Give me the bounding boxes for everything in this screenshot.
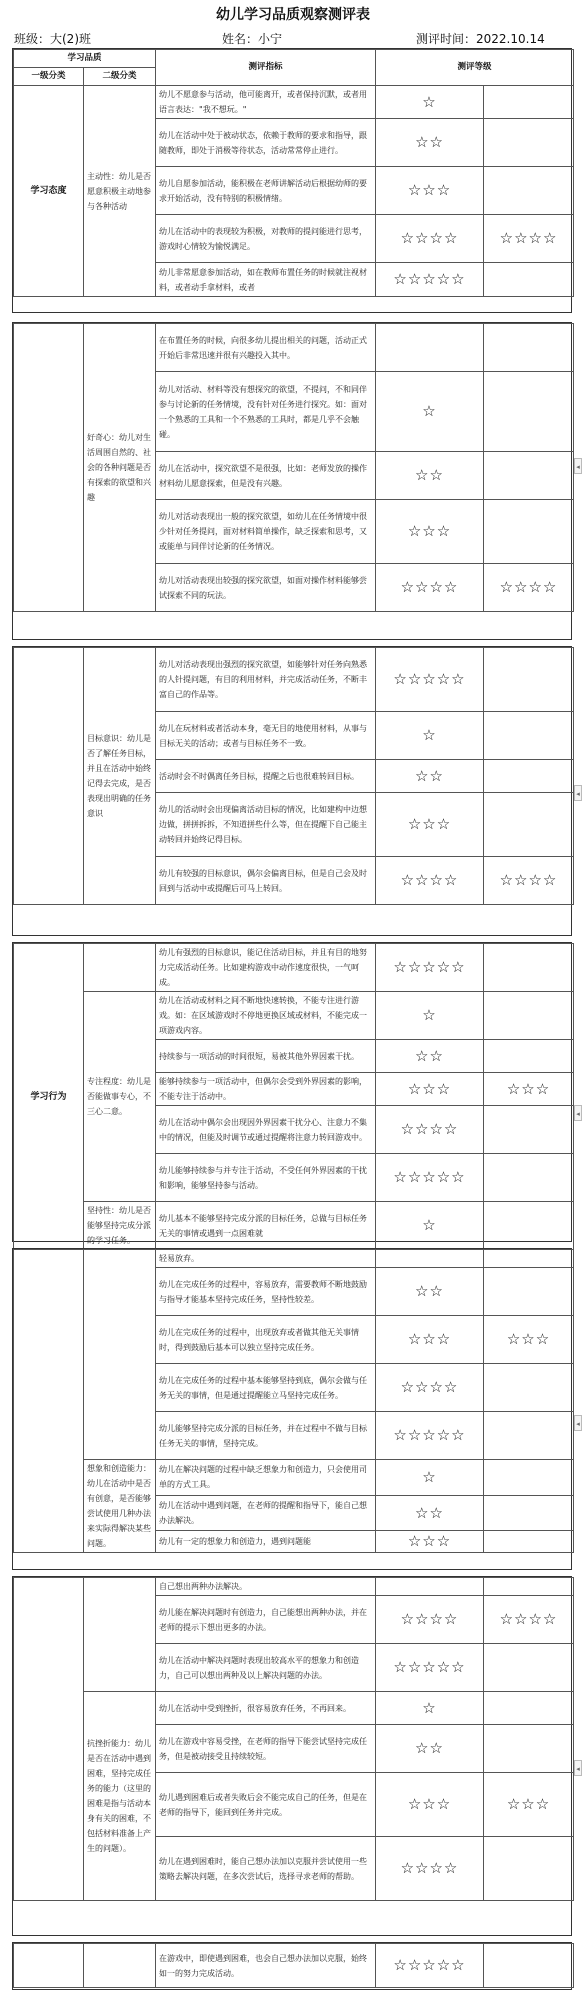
star-rating: ☆☆ — [376, 119, 484, 167]
star-rating: ☆ — [376, 1460, 484, 1496]
grade-rating — [484, 1837, 574, 1901]
grade-rating: ☆☆☆ — [484, 1773, 574, 1837]
indicator-text: 幼儿在玩材料或者活动本身，毫无目的地使用材料，从事与目标无关的活动；或者与目标任务不一致。 — [156, 712, 376, 760]
grade-rating — [484, 760, 574, 793]
grade-rating: ☆☆☆ — [484, 1316, 574, 1364]
star-rating: ☆☆☆ — [376, 500, 484, 564]
evaluation-time-label: 测评时间：2022.10.14 — [416, 32, 545, 46]
header-grade: 测评等级 — [376, 50, 574, 86]
side-collapse-tab[interactable]: ◂ — [574, 458, 582, 474]
grade-rating — [484, 1725, 574, 1773]
subcategory-frustration-tolerance: 抗挫折能力：幼儿是否在活动中遇到困难，坚持完成任务的能力（这里的困难是指与活动本身有关的困难，不包括材料准备上产生的问题）。 — [84, 1692, 156, 1901]
indicator-text: 幼儿能在解决问题时有创造力，自己能想出两种办法，并在老师的提示下想出更多的办法。 — [156, 1596, 376, 1644]
grade-rating — [484, 1944, 574, 1988]
grade-rating: ☆☆☆☆ — [484, 564, 574, 612]
star-rating: ☆☆☆ — [376, 1316, 484, 1364]
grade-rating: ☆☆☆ — [484, 1073, 574, 1106]
star-rating — [376, 1578, 484, 1596]
evaluation-table-2 — [13, 323, 574, 612]
star-rating: ☆☆☆☆ — [376, 1106, 484, 1154]
evaluation-table-7 — [13, 1943, 574, 1988]
star-rating — [376, 324, 484, 372]
grade-rating — [484, 500, 574, 564]
star-rating: ☆☆☆☆ — [376, 1364, 484, 1412]
star-rating: ☆☆ — [376, 1725, 484, 1773]
grade-rating — [484, 86, 574, 119]
grade-rating — [484, 1106, 574, 1154]
indicator-text: 幼儿在活动中偶尔会出现因外界因素干扰分心、注意力不集中的情况，但能及时调节或通过提醒将注意力转回游戏中。 — [156, 1106, 376, 1154]
grade-rating — [484, 119, 574, 167]
indicator-text: 幼儿有较强的目标意识，偶尔会偏离目标，但是自己会及时回到与活动中或提醒后可马上转回。 — [156, 857, 376, 905]
grade-rating — [484, 263, 574, 297]
grade-rating — [484, 1495, 574, 1531]
star-rating: ☆☆☆☆☆ — [376, 944, 484, 992]
star-rating: ☆☆ — [376, 1495, 484, 1531]
indicator-text: 幼儿能够持续参与并专注于活动，不受任何外界因素的干扰和影响，能够坚持参与活动。 — [156, 1154, 376, 1202]
star-rating: ☆☆ — [376, 1268, 484, 1316]
side-collapse-tab[interactable]: ◂ — [574, 1415, 582, 1431]
indicator-text: 幼儿遇到困难后或者失败后会不能完成自己的任务，但是在老师的指导下，能回到任务并完成。 — [156, 1773, 376, 1837]
star-rating: ☆☆☆☆☆ — [376, 648, 484, 712]
indicator-text: 幼儿在活动中的表现较为积极，对教师的提问能进行思考，游戏时心情较为愉悦满足。 — [156, 215, 376, 263]
indicator-text: 活动时会不时偶离任务目标，提醒之后也很难转回目标。 — [156, 760, 376, 793]
page-title: 幼儿学习品质观察测评表 — [216, 7, 370, 23]
star-rating: ☆ — [376, 712, 484, 760]
header-indicator: 测评指标 — [156, 50, 376, 86]
grade-rating — [484, 712, 574, 760]
star-rating: ☆☆☆☆ — [376, 215, 484, 263]
indicator-text: 在布置任务的时候，向很多幼儿提出相关的问题，活动正式开始后非常迅速并很有兴趣投入其中。 — [156, 324, 376, 372]
name-label: 姓名：小宁 — [222, 32, 283, 46]
page-section-5 — [12, 1248, 572, 1570]
star-rating: ☆☆ — [376, 1040, 484, 1073]
category-learning-behavior: 学习行为 — [14, 944, 84, 1250]
indicator-text: 幼儿在活动中处于被动状态，依赖于教师的要求和指导，跟随教师，即处于消极等待状态，活动常常停止进行。 — [156, 119, 376, 167]
grade-rating — [484, 1154, 574, 1202]
subcategory-curiosity: 好奇心：幼儿对生活周围自然的、社会的各种问题是否有探索的欲望和兴趣 — [84, 324, 156, 612]
star-rating: ☆☆☆ — [376, 167, 484, 215]
header-level2: 二级分类 — [84, 68, 156, 86]
indicator-text: 幼儿不愿意参与活动，他可能离开，或者保持沉默，或者用语言表达："我不想玩。" — [156, 86, 376, 119]
grade-rating: ☆☆☆☆ — [484, 857, 574, 905]
header-level1: 一级分类 — [14, 68, 84, 86]
grade-rating — [484, 1460, 574, 1496]
indicator-text: 在游戏中，即使遇到困难，也会自己想办法加以克服，始终如一的努力完成活动。 — [156, 1944, 376, 1988]
star-rating: ☆☆☆ — [376, 1531, 484, 1553]
indicator-text: 幼儿在游戏中容易受挫，在老师的指导下能尝试坚持完成任务，但是被动接受且持续较短。 — [156, 1725, 376, 1773]
side-collapse-tab[interactable]: ◂ — [574, 785, 582, 801]
star-rating: ☆☆☆☆ — [376, 1596, 484, 1644]
star-rating: ☆☆ — [376, 452, 484, 500]
star-rating: ☆☆☆☆ — [376, 857, 484, 905]
star-rating: ☆☆☆☆☆ — [376, 1944, 484, 1988]
star-rating: ☆☆☆☆☆ — [376, 1644, 484, 1692]
grade-rating: ☆☆☆☆ — [484, 215, 574, 263]
indicator-text: 幼儿在解决问题的过程中缺乏想象力和创造力，只会使用司单的方式工具。 — [156, 1460, 376, 1496]
subcategory-goal-awareness: 目标意识：幼儿是否了解任务目标，并且在活动中始终记得去完成，是否表现出明确的任务意识 — [84, 648, 156, 905]
grade-rating — [484, 992, 574, 1040]
subcategory-initiative: 主动性：幼儿是否愿意积极主动地参与各种活动 — [84, 86, 156, 297]
subcategory-imagination-creativity: 想象和创造能力：幼儿在活动中是否有创意，是否能够尝试使用几种办法来实际得解决某些问题。 — [84, 1460, 156, 1553]
star-rating: ☆☆☆☆☆ — [376, 1154, 484, 1202]
indicator-text: 持续参与一项活动的时间很短，易被其他外界因素干扰。 — [156, 1040, 376, 1073]
grade-rating — [484, 1268, 574, 1316]
star-rating: ☆☆☆ — [376, 1073, 484, 1106]
indicator-text: 幼儿对活动表现出一般的探究欲望，如幼儿在任务情境中很少针对任务提问，面对材料简单操作，缺乏探索和思考，又或能单与同伴讨论新的任务情况。 — [156, 500, 376, 564]
category-learning-attitude: 学习态度 — [14, 86, 84, 297]
subcategory-persistence: 坚持性：幼儿是否能够坚持完成分派的学习任务。 — [84, 1202, 156, 1250]
grade-rating — [484, 944, 574, 992]
grade-rating: ☆☆☆☆ — [484, 1596, 574, 1644]
page-section-7 — [12, 1942, 572, 1990]
indicator-text: 幼儿在活动中遇到问题，在老师的提醒和指导下，能自己想办法解决。 — [156, 1495, 376, 1531]
indicator-text: 幼儿对活动表现出强烈的探究欲望，如能够针对任务向熟悉的人针提问题，有目的利用材料，并完成活动任务，不断丰富自己的作品等。 — [156, 648, 376, 712]
indicator-text: 幼儿能够坚持完成分派的目标任务，并在过程中不做与目标任务无关的事情，坚持完成。 — [156, 1412, 376, 1460]
evaluation-table-3 — [13, 647, 574, 905]
evaluation-table-6 — [13, 1577, 574, 1901]
grade-rating — [484, 1040, 574, 1073]
star-rating: ☆☆☆ — [376, 1773, 484, 1837]
star-rating: ☆☆☆☆☆ — [376, 263, 484, 297]
indicator-text: 幼儿在活动或材料之间不断地快速转换，不能专注进行游戏。如：在区域游戏时不停地更换区域或材料，不能完成一项游戏内容。 — [156, 992, 376, 1040]
grade-rating — [484, 1531, 574, 1553]
star-rating: ☆ — [376, 372, 484, 452]
star-rating: ☆☆☆☆ — [376, 1837, 484, 1901]
star-rating: ☆ — [376, 1692, 484, 1725]
grade-rating — [484, 1692, 574, 1725]
indicator-text: 幼儿在活动中解决问题时表现出较高水平的想象力和创造力，自己可以想出两种及以上解决问题的办法。 — [156, 1644, 376, 1692]
grade-rating — [484, 793, 574, 857]
page-section-1 — [12, 48, 572, 313]
page-section-2 — [12, 322, 572, 640]
grade-rating — [484, 167, 574, 215]
side-collapse-tab[interactable]: ◂ — [574, 1760, 582, 1776]
indicator-text: 幼儿在活动中，探究欲望不是很强，比如：老师发放的操作材料幼儿愿意探索，但是没有兴趣。 — [156, 452, 376, 500]
indicator-text: 幼儿基本不能够坚持完成分派的目标任务，总做与目标任务无关的事情或遇到一点困难就 — [156, 1202, 376, 1250]
evaluation-table-4 — [13, 943, 574, 1250]
indicator-text: 幼儿对活动、材料等没有想探究的欲望，不提问，不和同伴参与讨论新的任务情境，没有针对任务进行探究。如：面对一个熟悉的工具和一个不熟悉的工具时，都是几乎不会触碰。 — [156, 372, 376, 452]
indicator-text: 幼儿在完成任务的过程中，容易放弃，需要教师不断地鼓励与指导才能基本坚持完成任务，坚持性较差。 — [156, 1268, 376, 1316]
grade-rating — [484, 1202, 574, 1250]
indicator-text: 轻易放弃。 — [156, 1250, 376, 1268]
indicator-text: 幼儿对活动表现出较强的探究欲望，如面对操作材料能够尝试探索不同的玩法。 — [156, 564, 376, 612]
indicator-text: 幼儿在遇到困难时，能自己想办法加以克服并尝试使用一些策略去解决问题，在多次尝试后，选择寻求老师的帮助。 — [156, 1837, 376, 1901]
grade-rating — [484, 324, 574, 372]
subcategory-concentration: 专注程度：幼儿是否能做事专心，不三心二意。 — [84, 992, 156, 1202]
grade-rating — [484, 648, 574, 712]
star-rating — [376, 1250, 484, 1268]
evaluation-table-1 — [13, 49, 574, 297]
indicator-text: 幼儿的活动时会出现偏离活动目标的情况，比如建构中边想边做，拼拼拆拆，不知道拼些什么等，但在提醒下自己能主动转回并始终记得目标。 — [156, 793, 376, 857]
indicator-text: 幼儿有一定的想象力和创造力，遇到问题能 — [156, 1531, 376, 1553]
star-rating: ☆☆ — [376, 760, 484, 793]
indicator-text: 幼儿自愿参加活动，能积极在老师讲解活动后根据幼师的要求开始活动，没有特别的积极情绪。 — [156, 167, 376, 215]
side-collapse-tab[interactable]: ◂ — [574, 1105, 582, 1121]
grade-rating — [484, 1250, 574, 1268]
grade-rating — [484, 1644, 574, 1692]
star-rating: ☆ — [376, 1202, 484, 1250]
indicator-text: 自己想出两种办法解决。 — [156, 1578, 376, 1596]
evaluation-table-5 — [13, 1249, 574, 1553]
header-quality: 学习品质 — [14, 50, 156, 68]
star-rating: ☆ — [376, 86, 484, 119]
indicator-text: 幼儿非常愿意参加活动，如在教师布置任务的时候就注视材料，或者动手拿材料，或者 — [156, 263, 376, 297]
grade-rating — [484, 1364, 574, 1412]
indicator-text: 幼儿有强烈的目标意识，能记住活动目标，并且有目的地努力完成活动任务。比如建构游戏中动作速度很快，一气呵成。 — [156, 944, 376, 992]
star-rating: ☆ — [376, 992, 484, 1040]
page-section-6 — [12, 1576, 572, 1936]
indicator-text: 幼儿在完成任务的过程中，出现放弃或者做其他无关事情时，得到鼓励后基本可以独立坚持完成任务。 — [156, 1316, 376, 1364]
grade-rating — [484, 452, 574, 500]
grade-rating — [484, 1578, 574, 1596]
grade-rating — [484, 372, 574, 452]
page-section-3 — [12, 646, 572, 936]
page-section-4 — [12, 942, 572, 1245]
indicator-text: 幼儿在完成任务的过程中基本能够坚持到底，偶尔会做与任务无关的事情，但是通过提醒能立马坚持完成任务。 — [156, 1364, 376, 1412]
indicator-text: 能够持续参与一项活动中，但偶尔会受到外界因素的影响，不能专注于活动中。 — [156, 1073, 376, 1106]
star-rating: ☆☆☆☆ — [376, 564, 484, 612]
star-rating: ☆☆☆ — [376, 793, 484, 857]
star-rating: ☆☆☆☆☆ — [376, 1412, 484, 1460]
indicator-text: 幼儿在活动中受到挫折，很容易放弃任务，不再回来。 — [156, 1692, 376, 1725]
grade-rating — [484, 1412, 574, 1460]
class-label: 班级：大(2)班 — [14, 32, 91, 46]
